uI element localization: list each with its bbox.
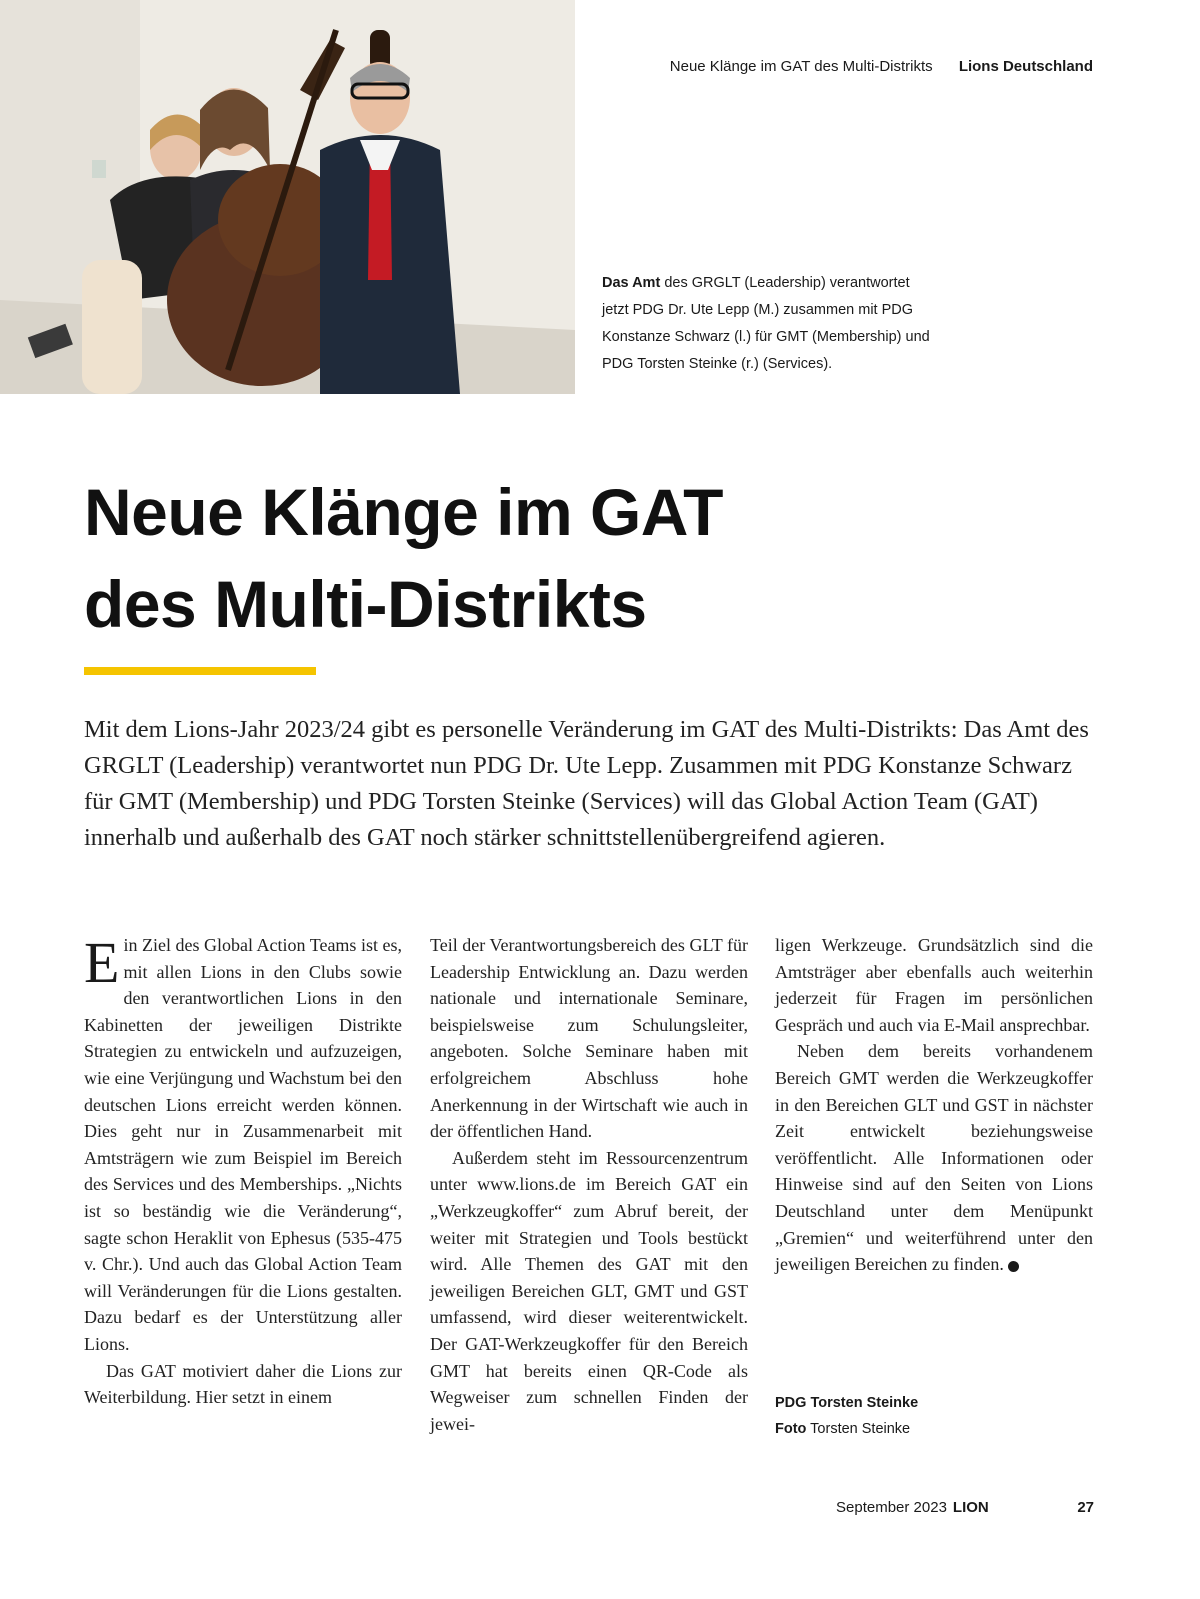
headline xyxy=(84,466,1084,650)
footer-issue-date: September 2023 xyxy=(836,1499,947,1516)
body-column-2 xyxy=(430,932,748,1437)
running-head-brand: Lions Deutschland xyxy=(958,58,1093,75)
running-head-section: Neue Klänge im GAT des Multi-Distrikts xyxy=(669,58,933,75)
drop-cap: E xyxy=(84,930,120,995)
photo-illustration xyxy=(0,0,575,394)
body-paragraph xyxy=(84,932,402,1358)
running-head xyxy=(670,58,1093,75)
footer-issue xyxy=(836,1499,989,1516)
body-paragraph: Außerdem steht im Ressourcenzentrum unter www.lions.de im Bereich GAT ein „Werkzeugkoffer“ zum Abruf bereit, der weiter mit Strategien und Tools bestückt wird. Alle Themen des GAT mit den jeweiligen Bereichen GLT, GMT und GST umfassend, wird dieser weiterentwickelt. Der GAT-Werkzeugkoffer für den Bereich GMT hat bereits einen QR-Code als Wegweiser zum schnellen Finden der jewei- xyxy=(430,1147,748,1434)
footer-magazine: LION xyxy=(952,1499,989,1516)
lion-end-mark-icon: L xyxy=(1008,1261,1019,1272)
body-paragraph xyxy=(775,1038,1093,1277)
accent-rule xyxy=(84,667,316,675)
body-paragraph: Das GAT motiviert daher die Lions zur Weiterbildung. Hier setzt in einem xyxy=(84,1360,402,1408)
credit-photo-label: Foto xyxy=(775,1421,807,1437)
article-photo xyxy=(0,0,575,394)
caption-lead: Das Amt xyxy=(602,275,661,291)
photo-caption xyxy=(602,270,932,378)
page-number: 27 xyxy=(1077,1499,1094,1516)
body-paragraph-text: Neben dem bereits vorhandenem Bereich GMT werden die Werkzeugkoffer in den Bereichen GLT und GST in nächster Zeit entwickelt beziehungsweise veröffentlicht. Alle Informationen oder Hinweise sind auf den Seiten von Lions Deutschland unter dem Menüpunkt „Gremien“ und weiterführend unter den jeweiligen Bereichen zu finden. xyxy=(775,1041,1093,1275)
article-credits xyxy=(775,1390,918,1442)
body-column-1 xyxy=(84,932,402,1411)
credit-photo xyxy=(775,1416,918,1442)
headline-line-1: Neue Klänge im GAT xyxy=(84,475,723,549)
caption-text: des GRGLT (Leadership) verantwortet jetzt PDG Dr. Ute Lepp (M.) zusammen mit PDG Konstanze Schwarz (l.) für GMT (Membership) und PDG Torsten Steinke (r.) (Services). xyxy=(602,275,930,372)
headline-line-2: des Multi-Distrikts xyxy=(84,567,647,641)
body-column-3 xyxy=(775,932,1093,1278)
body-paragraph-text: in Ziel des Global Action Teams ist es, mit allen Lions in den Clubs sowie den verantwortlichen Lions in den Kabinetten der jeweiligen Distrikte Strategien zu entwickeln und aufzuzeigen, wie eine Verjüngung und Wachstum bei den deutschen Lions erreicht werden können. Dies geht nur in Zusammenarbeit mit Amtsträgern wie zum Beispiel im Bereich des Services und des Memberships. „Nichts ist so beständig wie die Veränderung“, sagte schon Heraklit von Ephesus (535-475 v. Chr.). Und auch das Global Action Team will Veränderungen für die Lions gestalten. Dazu bedarf es der Unterstützung aller Lions. xyxy=(84,935,402,1354)
body-paragraph: ligen Werkzeuge. Grundsätzlich sind die Amtsträger aber ebenfalls auch weiterhin jederzeit für Fragen im persönlichen Gespräch und auch via E-Mail ansprechbar. xyxy=(775,935,1093,1035)
body-paragraph: Teil der Verantwortungsbereich des GLT für Leadership Entwicklung an. Dazu werden nationale und internationale Seminare, beispielsweise zum Schulungsleiter, angeboten. Solche Seminare haben mit erfolgreichem Abschluss hohe Anerkennung in der Wirtschaft wie auch in der öffentlichen Hand. xyxy=(430,935,748,1142)
credit-author: PDG Torsten Steinke xyxy=(775,1395,919,1411)
lead-paragraph: Mit dem Lions-Jahr 2023/24 gibt es personelle Veränderung im GAT des Multi-Distrikts: Das Amt des GRGLT (Leadership) verantwortet nun PDG Dr. Ute Lepp. Zusammen mit PDG Konstanze Schwarz für GMT (Membership) und PDG Torsten Steinke (Services) will das Global Action Team (GAT) innerhalb und außerhalb des GAT noch stärker schnittstellenübergreifend agieren. xyxy=(84,716,1089,851)
credit-photo-name: Torsten Steinke xyxy=(806,1421,911,1437)
